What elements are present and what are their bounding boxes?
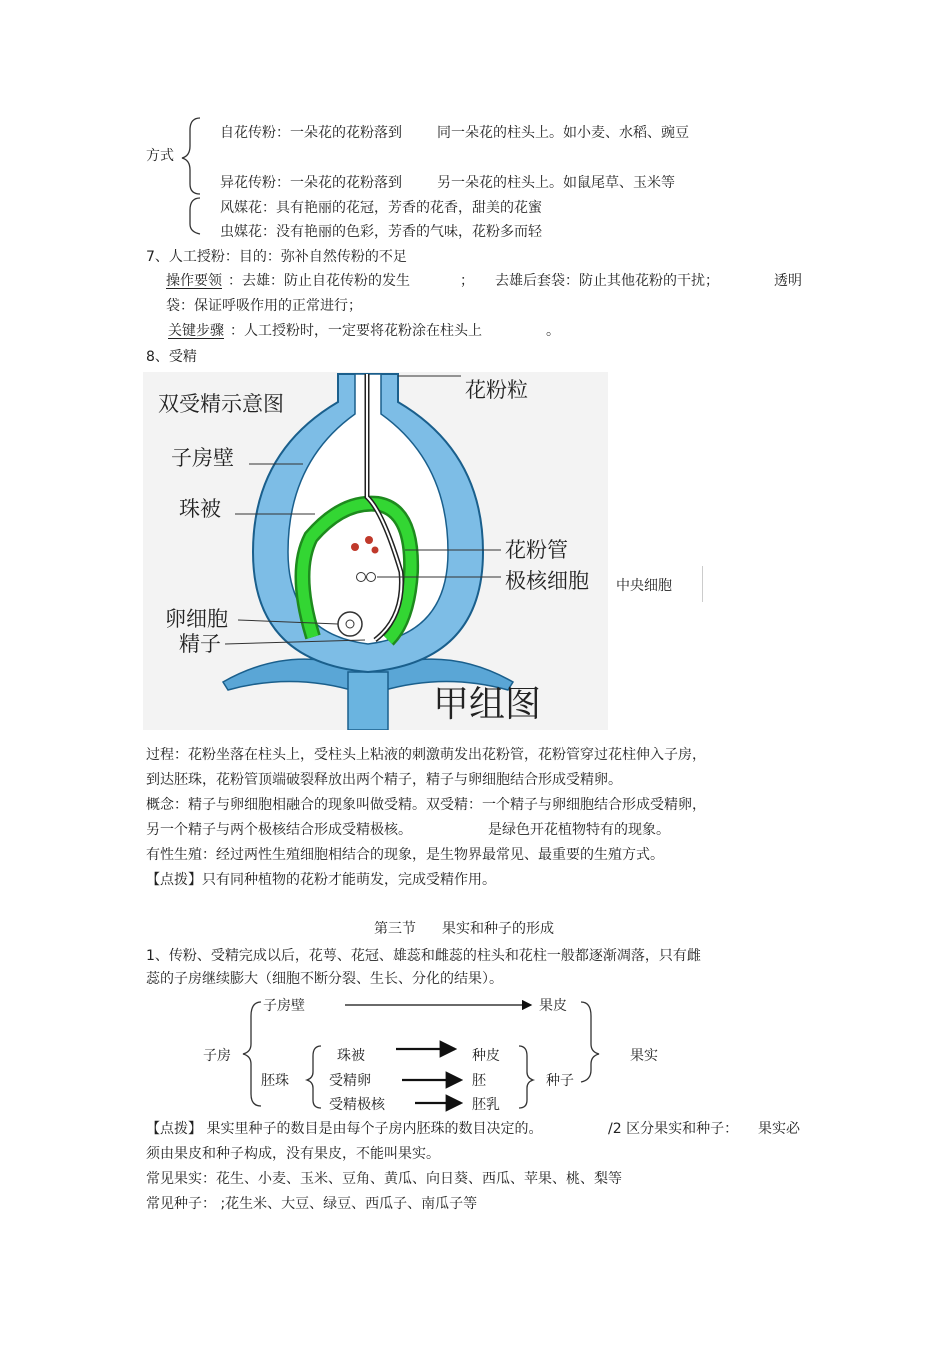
self-pollination-b: 同一朵花的柱头上。如小麦、水稻、豌豆 bbox=[437, 125, 689, 141]
tip-fruit-must: 果实必 bbox=[758, 1121, 800, 1137]
label-group: 甲组图 bbox=[433, 684, 542, 725]
section-heading: 第三节 bbox=[374, 921, 416, 937]
fruit-seed-coat: 种皮 bbox=[472, 1048, 500, 1064]
tip-pollen: 【点拨】只有同种植物的花粉才能萌发，完成受精作用。 bbox=[146, 872, 496, 888]
label-egg-cell: 卵细胞 bbox=[165, 607, 228, 631]
tip-line-2: 须由果皮和种子构成，没有果皮，不能叫果实。 bbox=[146, 1146, 440, 1162]
op-label: 操作要领 bbox=[166, 273, 222, 289]
fruit-ovule: 胚珠 bbox=[261, 1073, 289, 1089]
wind-flower: 风媒花：具有艳丽的花冠，芳香的花香，甜美的花蜜 bbox=[220, 200, 542, 216]
key-text: ：人工授粉时，一定要将花粉涂在柱头上 bbox=[230, 323, 482, 339]
semicolon: ； bbox=[460, 273, 474, 289]
fruit-embryo: 胚 bbox=[472, 1073, 486, 1089]
fertilization-title: 8、受精 bbox=[146, 349, 197, 365]
process-line-2: 到达胚珠，花粉管顶端破裂释放出两个精子，精子与卵细胞结合形成受精卵。 bbox=[146, 772, 622, 788]
fruit-integument: 珠被 bbox=[337, 1048, 365, 1064]
central-cell-label: 中央细胞 bbox=[616, 578, 672, 594]
label-integument: 珠被 bbox=[179, 497, 221, 521]
concept-line-2b: 是绿色开花植物特有的现象。 bbox=[488, 822, 670, 838]
section-p2: 蕊的子房继续膨大（细胞不断分裂、生长、分化的结果）。 bbox=[146, 971, 503, 987]
fruit-zygote: 受精卵 bbox=[329, 1073, 371, 1089]
diagram-title: 双受精示意图 bbox=[158, 392, 284, 416]
double-fertilization-diagram bbox=[143, 372, 608, 730]
bag-text: 去雄后套袋：防止其他花粉的干扰； bbox=[495, 273, 719, 289]
label-sperm: 精子 bbox=[179, 632, 221, 656]
section-p1: 1、传粉、受精完成以后，花萼、花冠、雄蕊和雌蕊的柱头和花柱一般都逐渐凋落，只有雌 bbox=[146, 948, 701, 964]
insect-flower: 虫媒花：没有艳丽的色彩，芳香的气味，花粉多而轻 bbox=[220, 224, 542, 240]
label-ovary-wall: 子房壁 bbox=[171, 446, 234, 470]
fruit-diagram-lines bbox=[235, 990, 655, 1120]
bag2-text: 袋：保证呼吸作用的正常进行； bbox=[166, 298, 362, 314]
label-pollen-tube: 花粉管 bbox=[505, 538, 568, 562]
process-line-1: 过程：花粉坐落在柱头上，受柱头上粘液的刺激萌发出花粉管，花粉管穿过花柱伸入子房， bbox=[146, 747, 706, 763]
self-pollination-a: 自花传粉：一朵花的花粉落到 bbox=[220, 125, 402, 141]
concept-line-1: 概念：精子与卵细胞相融合的现象叫做受精。双受精：一个精子与卵细胞结合形成受精卵， bbox=[146, 797, 706, 813]
cross-pollination-b: 另一朵花的柱头上。如鼠尾草、玉米等 bbox=[437, 175, 675, 191]
tip-seed-count: 【点拨】 果实里种子的数目是由每个子房内胚珠的数目决定的。 bbox=[146, 1121, 543, 1137]
concept-line-2: 另一个精子与两个极核结合形成受精极核。 bbox=[146, 822, 412, 838]
fruit-endosperm: 胚乳 bbox=[472, 1097, 500, 1113]
tip-distinguish: /2 区分果实和种子： bbox=[608, 1121, 739, 1137]
op-text: ：去雄：防止自花传粉的发生 bbox=[228, 273, 410, 289]
fruit-ovary: 子房 bbox=[203, 1048, 231, 1064]
common-fruits: 常见果实：花生、小麦、玉米、豆角、黄瓜、向日葵、西瓜、苹果、桃、梨等 bbox=[146, 1171, 622, 1187]
fruit-pericarp: 果皮 bbox=[539, 998, 567, 1014]
artificial-title: 7、人工授粉：目的：弥补自然传粉的不足 bbox=[146, 249, 407, 265]
label-polar-nuclei: 极核细胞 bbox=[505, 569, 589, 593]
brace-left-pollination bbox=[180, 112, 220, 252]
common-seeds: 常见种子： ;花生米、大豆、绿豆、西瓜子、南瓜子等 bbox=[146, 1196, 478, 1212]
fruit-polar: 受精极核 bbox=[329, 1097, 385, 1113]
fruit-ovary-wall: 子房壁 bbox=[263, 998, 305, 1014]
label-pollen-grain: 花粉粒 bbox=[465, 378, 528, 402]
sexual-reproduction: 有性生殖：经过两性生殖细胞相结合的现象，是生物界最常见、最重要的生殖方式。 bbox=[146, 847, 664, 863]
fruit-seed: 种子 bbox=[546, 1073, 574, 1089]
key-period: 。 bbox=[546, 323, 560, 339]
fruit-fruit: 果实 bbox=[630, 1048, 658, 1064]
section-heading-2: 果实和种子的形成 bbox=[442, 921, 554, 937]
transparent-label: 透明 bbox=[774, 273, 802, 289]
cross-pollination-a: 异花传粉：一朵花的花粉落到 bbox=[220, 175, 402, 191]
fangshi-label: 方式 bbox=[146, 148, 174, 164]
central-cell-divider bbox=[702, 566, 703, 602]
key-label: 关键步骤 bbox=[168, 323, 224, 339]
